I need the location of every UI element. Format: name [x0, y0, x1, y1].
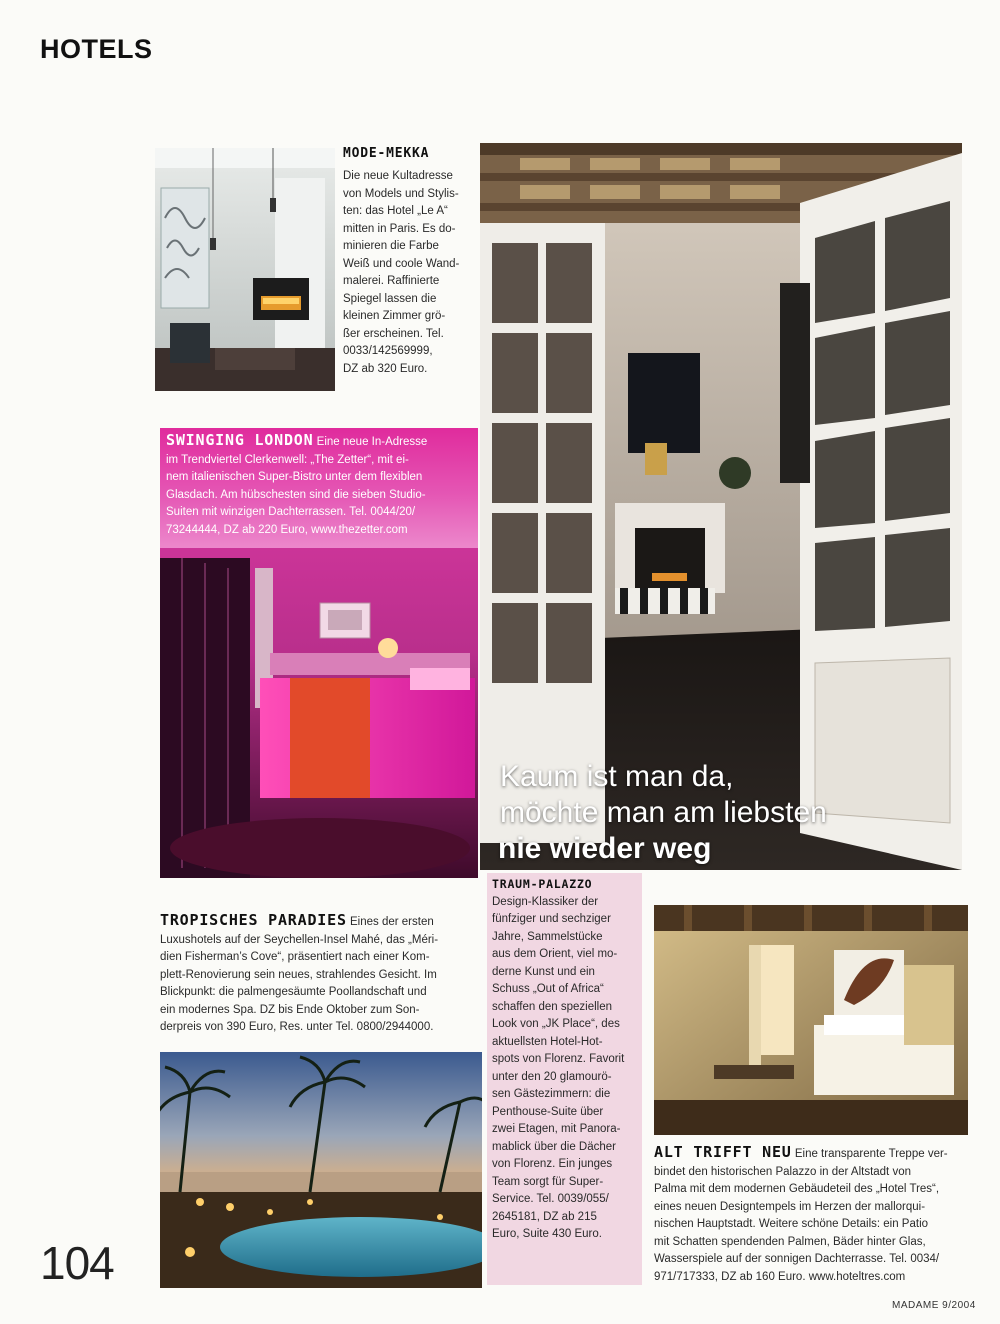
text-line: derpreis von 390 Euro, Res. unter Tel. 0800/2944000.: [160, 1021, 434, 1033]
text-line: Penthouse-Suite über: [492, 1105, 604, 1118]
text-line: eines neuen Designtempels im Herzen der mallorqui-: [654, 1200, 926, 1213]
text-line: Jahre, Sammelstücke: [492, 930, 603, 943]
text-line: nem italienischen Super-Bistro unter dem flexiblen: [166, 471, 423, 483]
text-line: Luxushotels auf der Seychellen-Insel Mahé, das „Méri-: [160, 933, 439, 946]
text-line: von Models und Stylis-: [343, 187, 459, 200]
alt-trifft-neu-heading: ALT TRIFFT NEU: [654, 1143, 792, 1161]
main-photo-caption-1: Kaum ist man da,: [500, 760, 734, 793]
tropisches-text: [160, 912, 482, 1037]
text-line: Die neue Kultadresse: [343, 170, 453, 182]
text-line: Eine transparente Treppe ver-: [794, 1148, 948, 1160]
text-line: ßer erscheinen. Tel.: [343, 327, 444, 340]
swinging-london-heading: SWINGING LONDON: [166, 431, 314, 449]
text-line: Wasserspiele auf der sonnigen Dachterrasse. Tel. 0034/: [654, 1253, 940, 1265]
text-line: plett-Renovierung sein neues, strahlendes Gesicht. Im: [160, 968, 437, 981]
text-line: kleinen Zimmer grö-: [343, 310, 446, 322]
text-line: sen Gästezimmern: die: [492, 1088, 611, 1100]
text-line: Blickpunkt: die palmengesäumte Poollandschaft und: [160, 986, 427, 998]
text-line: aus dem Orient, viel mo-: [492, 948, 618, 960]
text-line: fünfziger und sechziger: [492, 913, 611, 925]
text-line: ein modernes Spa. DZ bis Ende Oktober zum Son-: [160, 1003, 420, 1016]
text-line: DZ ab 320 Euro.: [343, 362, 428, 375]
main-photo-caption-2: möchte man am liebsten: [500, 796, 827, 829]
text-line: Design-Klassiker der: [492, 895, 599, 908]
traum-palazzo-heading: TRAUM-PALAZZO: [492, 877, 593, 891]
traum-palazzo-text: [492, 876, 642, 1244]
text-line: malerei. Raffinierte: [343, 275, 440, 287]
text-line: 971/717333, DZ ab 160 Euro. www.hoteltres.com: [654, 1270, 906, 1283]
text-line: zwei Etagen, mit Panora-: [492, 1123, 621, 1135]
text-line: Eines der ersten: [350, 916, 434, 928]
text-line: mablick über die Dächer: [492, 1140, 617, 1153]
text-line: Euro, Suite 430 Euro.: [492, 1228, 602, 1240]
text-line: Eine neue In-Adresse: [316, 436, 428, 448]
text-line: spots von Florenz. Favorit: [492, 1053, 625, 1065]
text-line: 73244444, DZ ab 220 Euro, www.thezetter.com: [166, 523, 408, 536]
text-line: dien Fisherman’s Cove“, präsentiert nach einer Kom-: [160, 951, 430, 963]
text-line: aktuellsten Hotel-Hot-: [492, 1035, 603, 1048]
text-line: im Trendviertel Clerkenwell: „The Zetter“, mit ei-: [166, 453, 409, 466]
page-number: 104: [40, 1237, 114, 1289]
text-line: 0033/142569999,: [343, 345, 433, 357]
text-line: bindet den historischen Palazzo in der Altstadt von: [654, 1165, 911, 1178]
text-line: Spiegel lassen die: [343, 292, 437, 305]
tropisches-heading: TROPISCHES PARADIES: [160, 911, 347, 929]
le-a-room-illustration: [155, 148, 335, 391]
text-line: 2645181, DZ ab 215: [492, 1210, 597, 1223]
text-line: nischen Hauptstadt. Weitere schöne Details: ein Patio: [654, 1218, 929, 1230]
section-title: HOTELS: [40, 34, 153, 64]
text-line: Glasdach. Am hübschesten sind die sieben Studio-: [166, 488, 426, 501]
text-line: Team sorgt für Super-: [492, 1175, 604, 1188]
photo-hotel-tres-palma: [654, 905, 968, 1135]
text-line: Suiten mit winzigen Dachterrassen. Tel. 0044/20/: [166, 506, 416, 518]
photo-fishermans-cove: [160, 1052, 482, 1288]
swinging-london-text: [166, 432, 476, 539]
mode-mekka-heading: MODE-MEKKA: [343, 146, 430, 161]
text-line: mitten in Paris. Es do-: [343, 222, 456, 235]
text-line: derne Kunst und ein: [492, 965, 595, 978]
text-line: Look von „JK Place“, des: [492, 1018, 620, 1030]
text-line: Weiß und coole Wand-: [343, 257, 460, 270]
text-line: schaffen den speziellen: [492, 1000, 612, 1013]
hotel-tres-room-illustration: [654, 905, 968, 1135]
main-photo-caption-3: nie wieder weg: [498, 832, 712, 865]
text-line: Palma mit dem modernen Gebäudeteil des „Hotel Tres“,: [654, 1183, 940, 1195]
alt-trifft-neu-text: [654, 1144, 972, 1286]
magazine-footer: MADAME 9/2004: [892, 1300, 976, 1311]
text-line: unter den 20 glamourö-: [492, 1070, 612, 1083]
photo-le-a-paris: [155, 148, 335, 391]
text-line: Service. Tel. 0039/055/: [492, 1193, 609, 1205]
text-line: minieren die Farbe: [343, 240, 439, 252]
mode-mekka-text: [343, 168, 478, 378]
text-line: mit Schatten spendenden Palmen, Bäder hinter Glas,: [654, 1235, 926, 1248]
text-line: ten: das Hotel „Le A“: [343, 205, 448, 217]
text-line: Schuss „Out of Africa“: [492, 983, 604, 995]
text-line: von Florenz. Ein junges: [492, 1158, 613, 1170]
pool-illustration: [160, 1052, 482, 1288]
